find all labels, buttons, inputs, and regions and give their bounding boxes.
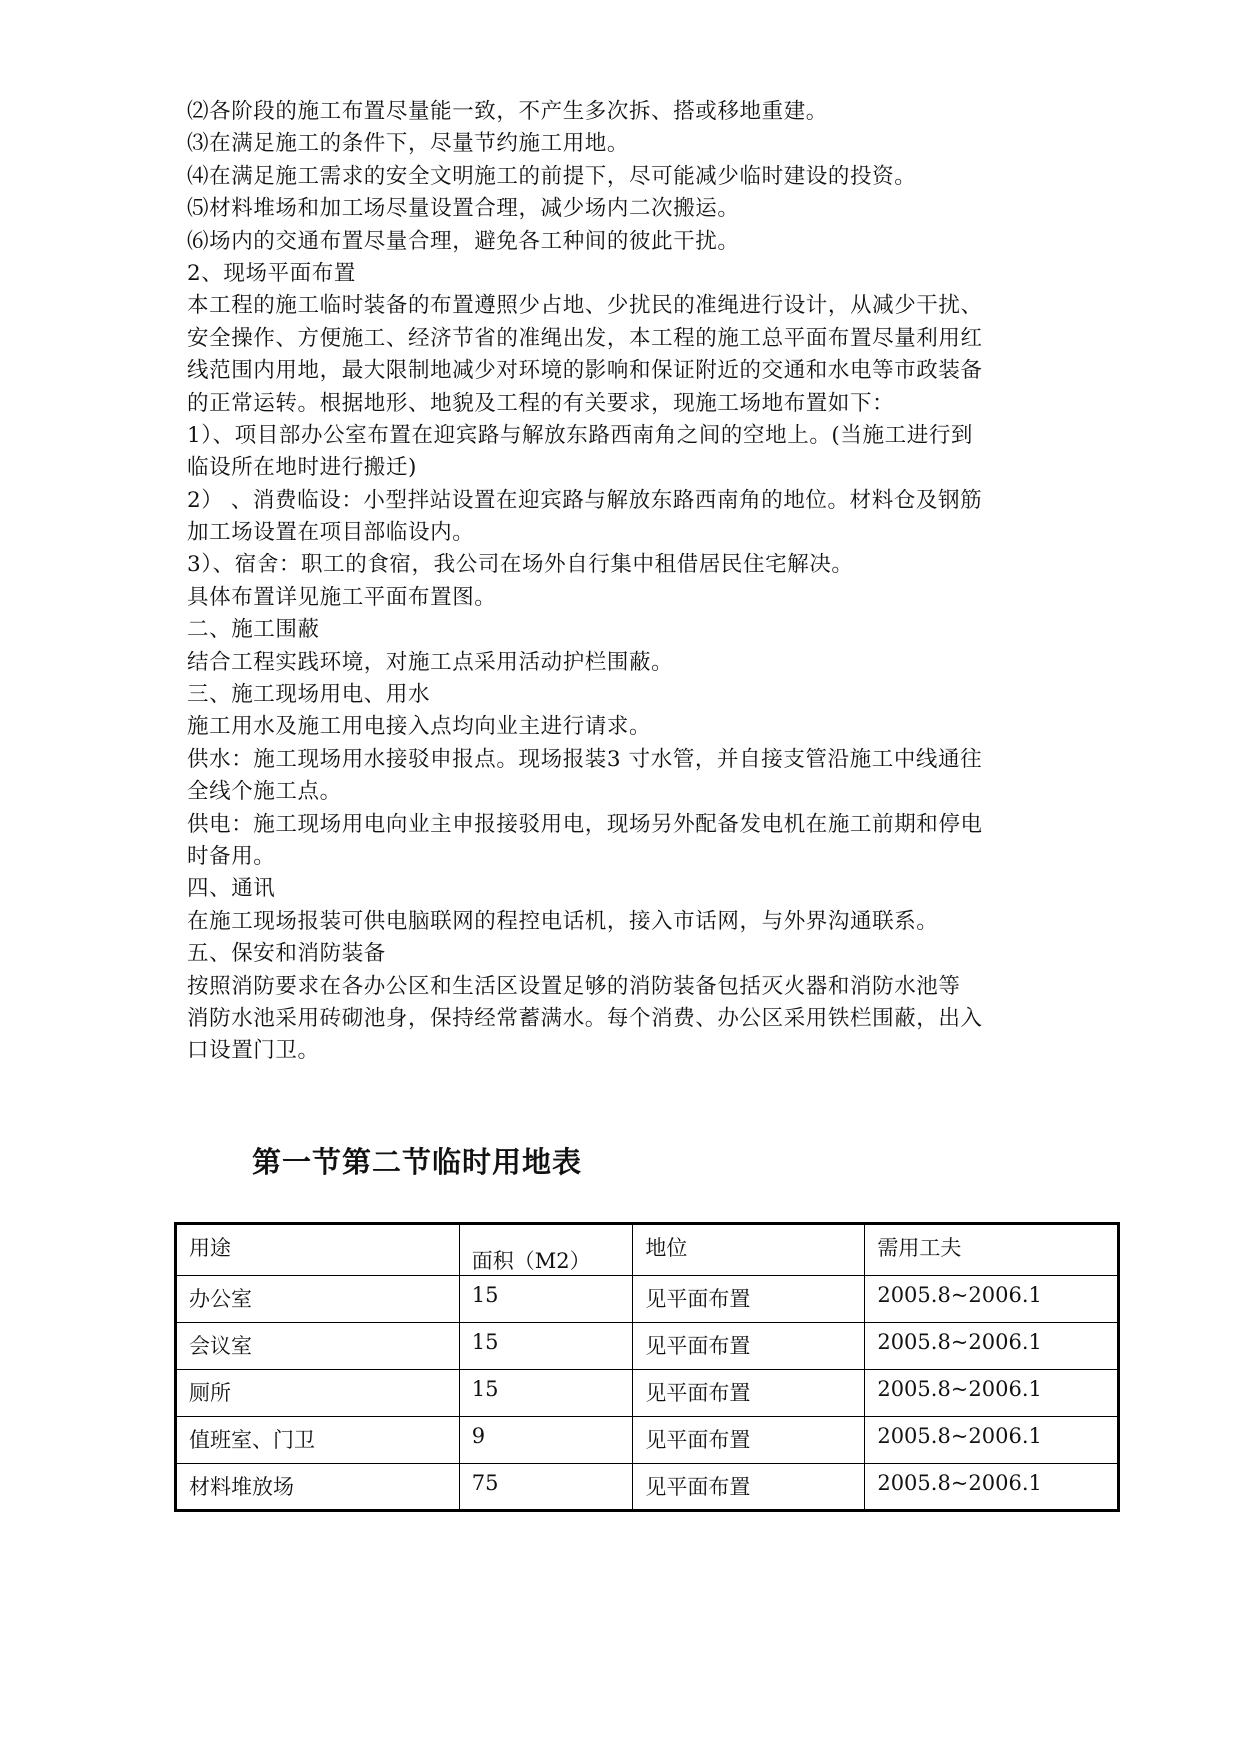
header-cell-duration: 需用工夫 [865, 1224, 1119, 1276]
table-cell: 15 [459, 1276, 633, 1323]
text-line: 全线个施工点。 [187, 779, 342, 805]
table-cell: 9 [459, 1417, 633, 1464]
text-line: 供电：施工现场用电向业主申报接驳用电，现场另外配备发电机在施工前期和停电 [187, 811, 983, 837]
table-cell: 15 [459, 1370, 633, 1417]
text-line: 安全操作、方便施工、经济节省的准绳出发，本工程的施工总平面布置尽量利用红 [187, 325, 983, 351]
text-line: 结合工程实践环境，对施工点采用活动护栏围蔽。 [187, 649, 674, 675]
text-line: 具体布置详见施工平面布置图。 [187, 584, 497, 610]
table-cell: 2005.8~2006.1 [865, 1323, 1119, 1370]
text-line: 口设置门卫。 [187, 1038, 320, 1064]
header-cell-area: 面积（M2） [459, 1224, 633, 1276]
section-heading: 五、保安和消防装备 [187, 941, 386, 967]
text-line: 在施工现场报装可供电脑联网的程控电话机，接入市话网，与外界沟通联系。 [187, 908, 939, 934]
header-cell-location: 地位 [633, 1224, 865, 1276]
text-line: 线范围内用地，最大限制地减少对环境的影响和保证附近的交通和水电等市政装备 [187, 358, 983, 384]
table-cell: 2005.8~2006.1 [865, 1464, 1119, 1511]
text-line: 按照消防要求在各办公区和生活区设置足够的消防装备包括灭火器和消防水池等 [187, 973, 961, 999]
body-text [187, 96, 1087, 1068]
text-line: 的正常运转。根据地形、地貌及工程的有关要求，现施工场地布置如下： [187, 390, 895, 416]
table-cell: 办公室 [176, 1276, 460, 1323]
section-heading: 三、施工现场用电、用水 [187, 682, 431, 708]
text-line: 2） 、消费临设：小型拌站设置在迎宾路与解放东路西南角的地位。材料仓及钢筋 [187, 487, 983, 513]
table-row [176, 1323, 1119, 1370]
table-cell: 见平面布置 [633, 1370, 865, 1417]
text-line: 临设所在地时进行搬迁) [187, 455, 417, 481]
text-line: 时备用。 [187, 843, 276, 869]
text-line: 1）、项目部办公室布置在迎宾路与解放东路西南角之间的空地上。(当施工进行到 [187, 422, 974, 448]
table-cell: 见平面布置 [633, 1464, 865, 1511]
table-cell: 值班室、门卫 [176, 1417, 460, 1464]
table-cell: 见平面布置 [633, 1276, 865, 1323]
table-row [176, 1370, 1119, 1417]
table-row [176, 1417, 1119, 1464]
table-cell: 2005.8~2006.1 [865, 1276, 1119, 1323]
land-use-table [174, 1222, 1120, 1512]
table-row [176, 1276, 1119, 1323]
text-line: 3）、宿舍：职工的食宿，我公司在场外自行集中租借居民住宅解决。 [187, 552, 854, 578]
text-line: 施工用水及施工用电接入点均向业主进行请求。 [187, 714, 652, 740]
text-line: 供水：施工现场用水接驳申报点。现场报装3 寸水管，并自接支管沿施工中线通往 [187, 746, 983, 772]
table-cell: 75 [459, 1464, 633, 1511]
table-cell: 15 [459, 1323, 633, 1370]
text-line: 加工场设置在项目部临设内。 [187, 520, 475, 546]
text-line: 消防水池采用砖砌池身，保持经常蓄满水。每个消费、办公区采用铁栏围蔽，出入 [187, 1005, 983, 1031]
table-title: 第一节第二节临时用地表 [252, 1145, 583, 1179]
text-line: ⑸材料堆场和加工场尽量设置合理，减少场内二次搬运。 [187, 196, 740, 222]
table-cell: 见平面布置 [633, 1417, 865, 1464]
table-header-row [176, 1224, 1119, 1276]
text-line: ⑷在满足施工需求的安全文明施工的前提下，尽可能减少临时建设的投资。 [187, 163, 917, 189]
table-cell: 材料堆放场 [176, 1464, 460, 1511]
table-cell: 见平面布置 [633, 1323, 865, 1370]
text-line: ⑹场内的交通布置尽量合理，避免各工种间的彼此干扰。 [187, 228, 740, 254]
header-cell-purpose: 用途 [176, 1224, 460, 1276]
section-heading: 2、现场平面布置 [187, 260, 356, 286]
table-cell: 2005.8~2006.1 [865, 1417, 1119, 1464]
table-cell: 厕所 [176, 1370, 460, 1417]
table-cell: 会议室 [176, 1323, 460, 1370]
section-heading: 二、施工围蔽 [187, 617, 320, 643]
section-heading: 四、通讯 [187, 876, 276, 902]
text-line: ⑵各阶段的施工布置尽量能一致，不产生多次拆、搭或移地重建。 [187, 99, 828, 124]
table-row [176, 1464, 1119, 1511]
text-line: 本工程的施工临时装备的布置遵照少占地、少扰民的准绳进行设计，从减少干扰、 [187, 293, 983, 319]
table-cell: 2005.8~2006.1 [865, 1370, 1119, 1417]
text-line: ⑶在满足施工的条件下，尽量节约施工用地。 [187, 131, 630, 157]
